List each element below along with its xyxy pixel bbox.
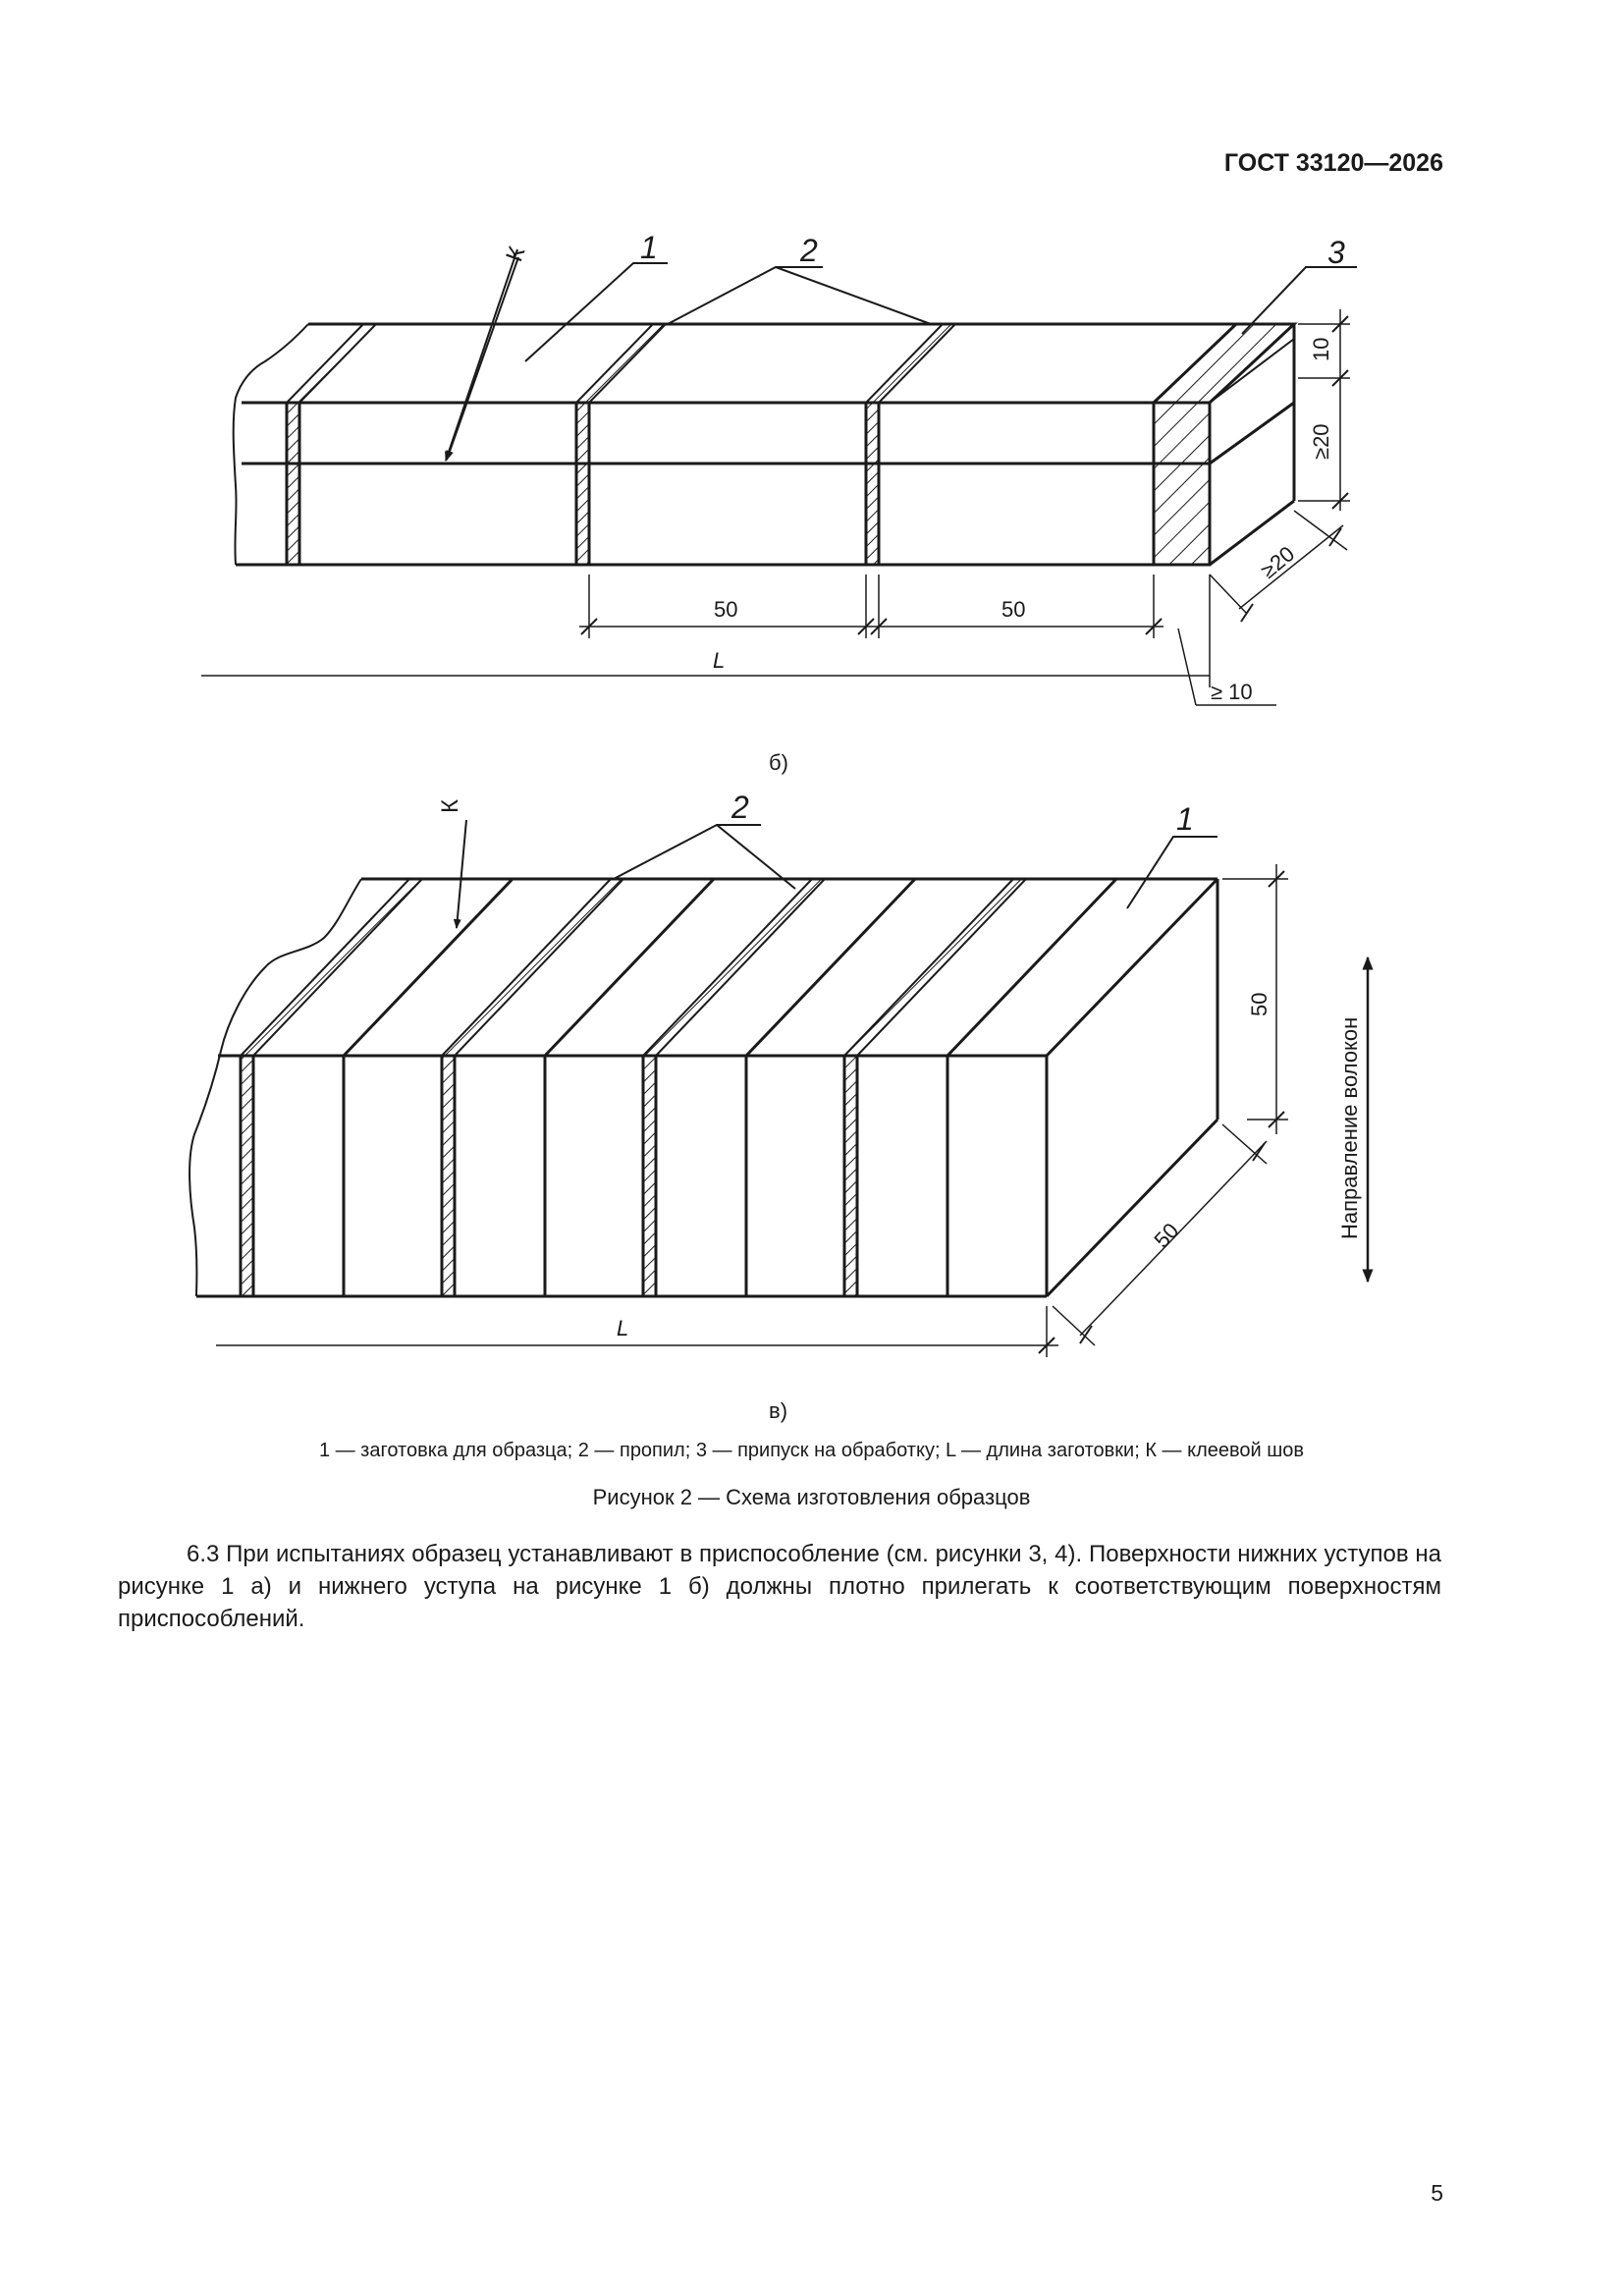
- saw-cut: [576, 324, 666, 565]
- dim-length: L: [617, 1316, 629, 1340]
- callout-2: 2: [800, 233, 818, 268]
- dim-50-right: 50: [1001, 597, 1026, 622]
- saw-cut: [866, 324, 955, 565]
- dim-50-left: 50: [714, 597, 738, 622]
- dim-min-10: ≥ 10: [1211, 680, 1253, 704]
- figure-b: [201, 249, 1357, 705]
- figure-legend: 1 — заготовка для образца; 2 — пропил; 3 — припуск на обработку; L — длина заготовки; К — клеевой шов: [318, 1440, 1305, 1461]
- callout-2: 2: [731, 790, 749, 825]
- figure-title: Рисунок 2 — Схема изготовления образцов: [592, 1485, 1031, 1509]
- dim-height-50: 50: [1247, 992, 1271, 1016]
- saw-cut: [287, 324, 376, 565]
- dim-height-20: ≥20: [1309, 423, 1333, 460]
- callout-3: 3: [1327, 235, 1345, 270]
- figure-v: [189, 820, 1368, 1357]
- dim-length: L: [713, 648, 726, 673]
- body-paragraph: [118, 1538, 1441, 1635]
- callout-k: К: [501, 243, 531, 266]
- break-line: [189, 879, 361, 1296]
- dim-depth-20: ≥20: [1256, 541, 1300, 583]
- saw-cut: [241, 879, 422, 1296]
- figure-b-label: б): [769, 750, 788, 775]
- callout-k: К: [437, 799, 463, 813]
- saw-cut: [844, 879, 1026, 1296]
- grain-direction-label: Направление волокон: [1337, 1016, 1362, 1239]
- dim-depth-50: 50: [1149, 1218, 1184, 1253]
- document-header: ГОСТ 33120—2026: [1223, 149, 1443, 177]
- allowance-hatch: [1154, 403, 1210, 565]
- saw-cut: [643, 879, 825, 1296]
- callout-1: 1: [640, 230, 658, 265]
- saw-cut: [442, 879, 623, 1296]
- callout-1: 1: [1176, 801, 1194, 837]
- figure-v-label: в): [769, 1398, 788, 1423]
- dim-height-10: 10: [1309, 337, 1333, 361]
- page-number: 5: [1431, 2180, 1443, 2206]
- paragraph-text: 6.3 При испытаниях образец устанавливают в приспособление (см. рисунки 3, 4). Поверхности нижних уступов на рисунке 1 а) и нижнего уступа на рисунке 1 б) должны плотно прилегать к соответствующим поверхностям приспособлений.: [118, 1541, 1441, 1632]
